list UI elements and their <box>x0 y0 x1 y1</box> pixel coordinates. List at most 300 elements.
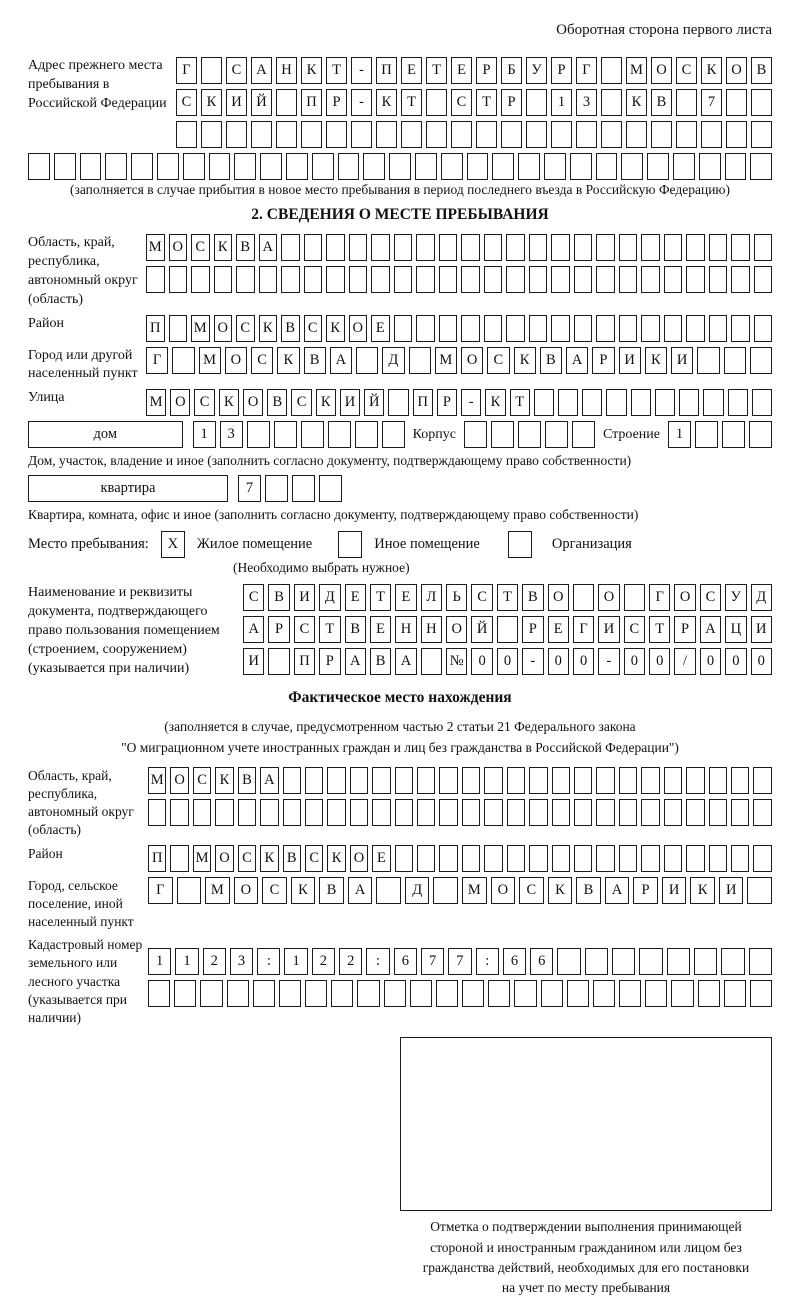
char-cell[interactable]: О <box>234 877 259 904</box>
char-cell[interactable]: Т <box>401 89 422 116</box>
char-cell[interactable]: С <box>487 347 509 374</box>
char-cell[interactable] <box>305 767 323 794</box>
char-cell[interactable]: 0 <box>751 648 772 675</box>
char-cell[interactable]: Б <box>501 57 522 84</box>
char-cell[interactable] <box>356 347 378 374</box>
char-cell[interactable]: И <box>662 877 687 904</box>
char-cell[interactable]: М <box>205 877 230 904</box>
char-cell[interactable] <box>631 389 651 416</box>
char-cell[interactable] <box>410 980 432 1007</box>
char-cell[interactable] <box>492 153 514 180</box>
char-cell[interactable]: Г <box>176 57 197 84</box>
char-cell[interactable]: В <box>751 57 772 84</box>
char-cell[interactable] <box>183 153 205 180</box>
char-cell[interactable]: С <box>194 389 214 416</box>
char-cell[interactable] <box>709 845 727 872</box>
char-cell[interactable]: С <box>176 89 197 116</box>
char-cell[interactable] <box>439 767 457 794</box>
char-cell[interactable] <box>750 153 772 180</box>
char-cell[interactable] <box>529 315 548 342</box>
char-cell[interactable] <box>641 799 659 826</box>
char-cell[interactable] <box>415 153 437 180</box>
char-cell[interactable] <box>193 799 211 826</box>
char-cell[interactable]: Т <box>497 584 518 611</box>
char-cell[interactable] <box>227 980 249 1007</box>
char-cell[interactable]: О <box>225 347 247 374</box>
char-cell[interactable] <box>582 389 602 416</box>
char-cell[interactable] <box>260 799 278 826</box>
char-cell[interactable]: Е <box>548 616 569 643</box>
char-cell[interactable] <box>545 421 568 448</box>
char-cell[interactable] <box>172 347 194 374</box>
char-cell[interactable] <box>416 315 435 342</box>
char-cell[interactable]: П <box>146 315 165 342</box>
char-cell[interactable] <box>695 421 718 448</box>
char-cell[interactable] <box>301 121 322 148</box>
char-cell[interactable] <box>462 845 480 872</box>
char-cell[interactable] <box>686 845 704 872</box>
char-cell[interactable] <box>417 767 435 794</box>
char-cell[interactable]: 7 <box>448 948 471 975</box>
char-cell[interactable]: Н <box>395 616 416 643</box>
char-cell[interactable] <box>552 799 570 826</box>
char-cell[interactable] <box>417 845 435 872</box>
char-cell[interactable] <box>484 266 503 293</box>
char-cell[interactable] <box>709 315 728 342</box>
char-cell[interactable]: 1 <box>551 89 572 116</box>
char-cell[interactable] <box>724 347 746 374</box>
char-cell[interactable]: С <box>294 616 315 643</box>
char-cell[interactable] <box>596 799 614 826</box>
char-cell[interactable] <box>484 845 502 872</box>
char-cell[interactable]: 6 <box>394 948 417 975</box>
char-cell[interactable] <box>395 845 413 872</box>
char-cell[interactable] <box>626 121 647 148</box>
char-cell[interactable] <box>331 980 353 1007</box>
char-cell[interactable] <box>698 980 720 1007</box>
char-cell[interactable]: 0 <box>548 648 569 675</box>
char-cell[interactable]: С <box>304 315 323 342</box>
char-cell[interactable]: С <box>519 877 544 904</box>
char-cell[interactable]: В <box>236 234 255 261</box>
char-cell[interactable]: Н <box>276 57 297 84</box>
house-type-box[interactable]: дом <box>28 421 183 448</box>
char-cell[interactable] <box>752 389 772 416</box>
char-cell[interactable]: И <box>226 89 247 116</box>
char-cell[interactable] <box>451 121 472 148</box>
char-cell[interactable] <box>426 121 447 148</box>
char-cell[interactable] <box>439 315 458 342</box>
char-cell[interactable] <box>305 799 323 826</box>
char-cell[interactable]: Р <box>551 57 572 84</box>
char-cell[interactable] <box>647 153 669 180</box>
char-cell[interactable]: 1 <box>193 421 216 448</box>
char-cell[interactable]: - <box>461 389 481 416</box>
char-cell[interactable] <box>673 153 695 180</box>
char-cell[interactable]: К <box>548 877 573 904</box>
char-cell[interactable]: К <box>626 89 647 116</box>
char-cell[interactable]: - <box>598 648 619 675</box>
char-cell[interactable] <box>619 845 637 872</box>
char-cell[interactable] <box>619 315 638 342</box>
char-cell[interactable]: А <box>243 616 264 643</box>
char-cell[interactable]: Р <box>319 648 340 675</box>
char-cell[interactable] <box>441 153 463 180</box>
char-cell[interactable] <box>585 948 608 975</box>
char-cell[interactable]: Г <box>573 616 594 643</box>
char-cell[interactable]: С <box>238 845 256 872</box>
char-cell[interactable] <box>238 799 256 826</box>
char-cell[interactable] <box>426 89 447 116</box>
char-cell[interactable] <box>601 89 622 116</box>
char-cell[interactable]: М <box>462 877 487 904</box>
char-cell[interactable] <box>749 948 772 975</box>
char-cell[interactable] <box>371 266 390 293</box>
char-cell[interactable] <box>572 421 595 448</box>
char-cell[interactable]: У <box>526 57 547 84</box>
char-cell[interactable] <box>394 266 413 293</box>
char-cell[interactable]: 3 <box>220 421 243 448</box>
char-cell[interactable] <box>260 153 282 180</box>
char-cell[interactable] <box>484 315 503 342</box>
char-cell[interactable]: С <box>305 845 323 872</box>
char-cell[interactable] <box>753 767 771 794</box>
char-cell[interactable] <box>215 799 233 826</box>
char-cell[interactable] <box>201 57 222 84</box>
char-cell[interactable] <box>641 266 660 293</box>
char-cell[interactable] <box>506 266 525 293</box>
char-cell[interactable]: 0 <box>573 648 594 675</box>
char-cell[interactable] <box>731 767 749 794</box>
char-cell[interactable] <box>731 799 749 826</box>
char-cell[interactable] <box>304 266 323 293</box>
char-cell[interactable] <box>401 121 422 148</box>
char-cell[interactable]: О <box>349 315 368 342</box>
char-cell[interactable] <box>686 799 704 826</box>
char-cell[interactable]: Т <box>326 57 347 84</box>
char-cell[interactable] <box>593 980 615 1007</box>
char-cell[interactable] <box>461 266 480 293</box>
char-cell[interactable]: А <box>395 648 416 675</box>
char-cell[interactable]: К <box>215 767 233 794</box>
char-cell[interactable]: О <box>598 584 619 611</box>
char-cell[interactable] <box>376 877 401 904</box>
char-cell[interactable] <box>439 266 458 293</box>
char-cell[interactable] <box>596 767 614 794</box>
char-cell[interactable] <box>601 57 622 84</box>
char-cell[interactable]: Н <box>421 616 442 643</box>
char-cell[interactable]: / <box>674 648 695 675</box>
char-cell[interactable]: : <box>366 948 389 975</box>
char-cell[interactable] <box>200 980 222 1007</box>
char-cell[interactable] <box>319 475 342 502</box>
char-cell[interactable]: Т <box>510 389 530 416</box>
char-cell[interactable] <box>686 767 704 794</box>
char-cell[interactable]: К <box>291 877 316 904</box>
char-cell[interactable]: Е <box>395 584 416 611</box>
char-cell[interactable] <box>349 266 368 293</box>
char-cell[interactable] <box>351 121 372 148</box>
char-cell[interactable] <box>514 980 536 1007</box>
char-cell[interactable] <box>169 315 188 342</box>
char-cell[interactable] <box>596 845 614 872</box>
char-cell[interactable] <box>484 234 503 261</box>
char-cell[interactable] <box>726 121 747 148</box>
char-cell[interactable] <box>619 980 641 1007</box>
char-cell[interactable] <box>552 767 570 794</box>
char-cell[interactable]: С <box>471 584 492 611</box>
char-cell[interactable]: В <box>651 89 672 116</box>
char-cell[interactable] <box>283 767 301 794</box>
char-cell[interactable]: О <box>170 767 188 794</box>
char-cell[interactable] <box>731 315 750 342</box>
char-cell[interactable] <box>664 799 682 826</box>
char-cell[interactable] <box>641 767 659 794</box>
char-cell[interactable]: В <box>283 845 301 872</box>
char-cell[interactable]: 1 <box>284 948 307 975</box>
char-cell[interactable] <box>464 421 487 448</box>
char-cell[interactable] <box>507 845 525 872</box>
char-cell[interactable] <box>606 389 626 416</box>
char-cell[interactable]: Т <box>649 616 670 643</box>
char-cell[interactable] <box>686 234 705 261</box>
char-cell[interactable] <box>439 234 458 261</box>
char-cell[interactable] <box>551 315 570 342</box>
char-cell[interactable]: С <box>262 877 287 904</box>
char-cell[interactable]: К <box>201 89 222 116</box>
char-cell[interactable] <box>283 799 301 826</box>
char-cell[interactable] <box>157 153 179 180</box>
char-cell[interactable]: М <box>435 347 457 374</box>
char-cell[interactable] <box>394 234 413 261</box>
char-cell[interactable] <box>357 980 379 1007</box>
char-cell[interactable]: А <box>251 57 272 84</box>
char-cell[interactable]: О <box>446 616 467 643</box>
char-cell[interactable]: 3 <box>230 948 253 975</box>
char-cell[interactable]: В <box>304 347 326 374</box>
char-cell[interactable] <box>28 153 50 180</box>
char-cell[interactable] <box>433 877 458 904</box>
char-cell[interactable] <box>462 980 484 1007</box>
char-cell[interactable] <box>551 266 570 293</box>
char-cell[interactable]: М <box>148 767 166 794</box>
char-cell[interactable]: М <box>146 389 166 416</box>
char-cell[interactable] <box>596 266 615 293</box>
char-cell[interactable] <box>439 845 457 872</box>
char-cell[interactable] <box>573 584 594 611</box>
char-cell[interactable] <box>501 121 522 148</box>
char-cell[interactable]: 7 <box>238 475 261 502</box>
char-cell[interactable]: 1 <box>668 421 691 448</box>
char-cell[interactable] <box>621 153 643 180</box>
char-cell[interactable] <box>251 121 272 148</box>
char-cell[interactable]: 1 <box>175 948 198 975</box>
char-cell[interactable]: Й <box>364 389 384 416</box>
char-cell[interactable] <box>301 421 324 448</box>
char-cell[interactable]: Р <box>633 877 658 904</box>
char-cell[interactable]: : <box>476 948 499 975</box>
char-cell[interactable]: С <box>624 616 645 643</box>
char-cell[interactable] <box>731 845 749 872</box>
char-cell[interactable]: К <box>259 315 278 342</box>
char-cell[interactable] <box>371 234 390 261</box>
char-cell[interactable]: А <box>566 347 588 374</box>
char-cell[interactable] <box>664 234 683 261</box>
char-cell[interactable]: О <box>170 389 190 416</box>
char-cell[interactable] <box>709 799 727 826</box>
char-cell[interactable]: О <box>350 845 368 872</box>
char-cell[interactable] <box>651 121 672 148</box>
char-cell[interactable]: 6 <box>530 948 553 975</box>
char-cell[interactable]: 0 <box>471 648 492 675</box>
char-cell[interactable] <box>518 421 541 448</box>
char-cell[interactable]: Л <box>421 584 442 611</box>
char-cell[interactable]: Ц <box>725 616 746 643</box>
char-cell[interactable]: Д <box>751 584 772 611</box>
char-cell[interactable] <box>350 767 368 794</box>
char-cell[interactable]: 0 <box>700 648 721 675</box>
char-cell[interactable]: Г <box>576 57 597 84</box>
char-cell[interactable]: М <box>193 845 211 872</box>
char-cell[interactable]: К <box>260 845 278 872</box>
char-cell[interactable] <box>286 153 308 180</box>
char-cell[interactable]: А <box>330 347 352 374</box>
char-cell[interactable]: Е <box>451 57 472 84</box>
char-cell[interactable]: М <box>191 315 210 342</box>
char-cell[interactable] <box>709 266 728 293</box>
char-cell[interactable] <box>148 980 170 1007</box>
char-cell[interactable] <box>526 121 547 148</box>
char-cell[interactable] <box>174 980 196 1007</box>
char-cell[interactable] <box>754 234 773 261</box>
char-cell[interactable] <box>574 845 592 872</box>
char-cell[interactable] <box>728 389 748 416</box>
char-cell[interactable] <box>214 266 233 293</box>
char-cell[interactable] <box>624 584 645 611</box>
char-cell[interactable]: Т <box>426 57 447 84</box>
char-cell[interactable]: 1 <box>148 948 171 975</box>
char-cell[interactable] <box>557 948 580 975</box>
char-cell[interactable]: С <box>236 315 255 342</box>
char-cell[interactable] <box>619 266 638 293</box>
char-cell[interactable]: 7 <box>421 948 444 975</box>
char-cell[interactable] <box>694 948 717 975</box>
char-cell[interactable] <box>338 153 360 180</box>
checkbox-residential[interactable]: X <box>161 531 185 558</box>
char-cell[interactable]: В <box>238 767 256 794</box>
char-cell[interactable]: О <box>491 877 516 904</box>
char-cell[interactable]: К <box>301 57 322 84</box>
char-cell[interactable]: : <box>257 948 280 975</box>
char-cell[interactable] <box>529 234 548 261</box>
char-cell[interactable] <box>751 121 772 148</box>
char-cell[interactable] <box>281 266 300 293</box>
char-cell[interactable] <box>686 315 705 342</box>
char-cell[interactable]: Е <box>371 315 390 342</box>
char-cell[interactable] <box>328 421 351 448</box>
char-cell[interactable]: 0 <box>624 648 645 675</box>
char-cell[interactable] <box>276 121 297 148</box>
char-cell[interactable]: 0 <box>725 648 746 675</box>
char-cell[interactable]: К <box>316 389 336 416</box>
char-cell[interactable]: А <box>348 877 373 904</box>
char-cell[interactable]: С <box>700 584 721 611</box>
char-cell[interactable] <box>253 980 275 1007</box>
char-cell[interactable]: И <box>751 616 772 643</box>
char-cell[interactable]: В <box>345 616 366 643</box>
char-cell[interactable]: Ь <box>446 584 467 611</box>
char-cell[interactable]: С <box>451 89 472 116</box>
char-cell[interactable]: Й <box>251 89 272 116</box>
char-cell[interactable] <box>376 121 397 148</box>
char-cell[interactable] <box>462 767 480 794</box>
char-cell[interactable]: Г <box>148 877 173 904</box>
char-cell[interactable] <box>326 121 347 148</box>
char-cell[interactable] <box>497 616 518 643</box>
char-cell[interactable] <box>753 845 771 872</box>
char-cell[interactable]: В <box>268 584 289 611</box>
char-cell[interactable]: В <box>319 877 344 904</box>
char-cell[interactable]: К <box>219 389 239 416</box>
char-cell[interactable]: 6 <box>503 948 526 975</box>
char-cell[interactable] <box>518 153 540 180</box>
char-cell[interactable] <box>305 980 327 1007</box>
char-cell[interactable] <box>754 315 773 342</box>
char-cell[interactable] <box>394 315 413 342</box>
char-cell[interactable]: Р <box>501 89 522 116</box>
char-cell[interactable] <box>462 799 480 826</box>
char-cell[interactable]: А <box>345 648 366 675</box>
char-cell[interactable]: П <box>294 648 315 675</box>
char-cell[interactable] <box>176 121 197 148</box>
char-cell[interactable] <box>292 475 315 502</box>
char-cell[interactable] <box>751 89 772 116</box>
char-cell[interactable]: С <box>243 584 264 611</box>
char-cell[interactable]: И <box>294 584 315 611</box>
char-cell[interactable]: А <box>259 234 278 261</box>
char-cell[interactable] <box>750 347 772 374</box>
char-cell[interactable] <box>551 234 570 261</box>
char-cell[interactable] <box>574 767 592 794</box>
char-cell[interactable] <box>265 475 288 502</box>
char-cell[interactable] <box>236 266 255 293</box>
char-cell[interactable] <box>676 89 697 116</box>
checkbox-other-premises[interactable] <box>338 531 362 558</box>
char-cell[interactable] <box>731 266 750 293</box>
char-cell[interactable]: О <box>461 347 483 374</box>
char-cell[interactable] <box>526 89 547 116</box>
char-cell[interactable] <box>641 845 659 872</box>
char-cell[interactable] <box>596 315 615 342</box>
char-cell[interactable] <box>327 799 345 826</box>
char-cell[interactable]: Е <box>370 616 391 643</box>
char-cell[interactable]: И <box>619 347 641 374</box>
char-cell[interactable] <box>80 153 102 180</box>
char-cell[interactable] <box>686 266 705 293</box>
char-cell[interactable] <box>754 266 773 293</box>
char-cell[interactable] <box>327 767 345 794</box>
char-cell[interactable] <box>259 266 278 293</box>
char-cell[interactable] <box>201 121 222 148</box>
char-cell[interactable] <box>722 421 745 448</box>
char-cell[interactable] <box>234 153 256 180</box>
char-cell[interactable] <box>641 234 660 261</box>
char-cell[interactable] <box>506 234 525 261</box>
char-cell[interactable]: В <box>370 648 391 675</box>
char-cell[interactable] <box>747 877 772 904</box>
char-cell[interactable] <box>664 845 682 872</box>
char-cell[interactable] <box>170 845 188 872</box>
